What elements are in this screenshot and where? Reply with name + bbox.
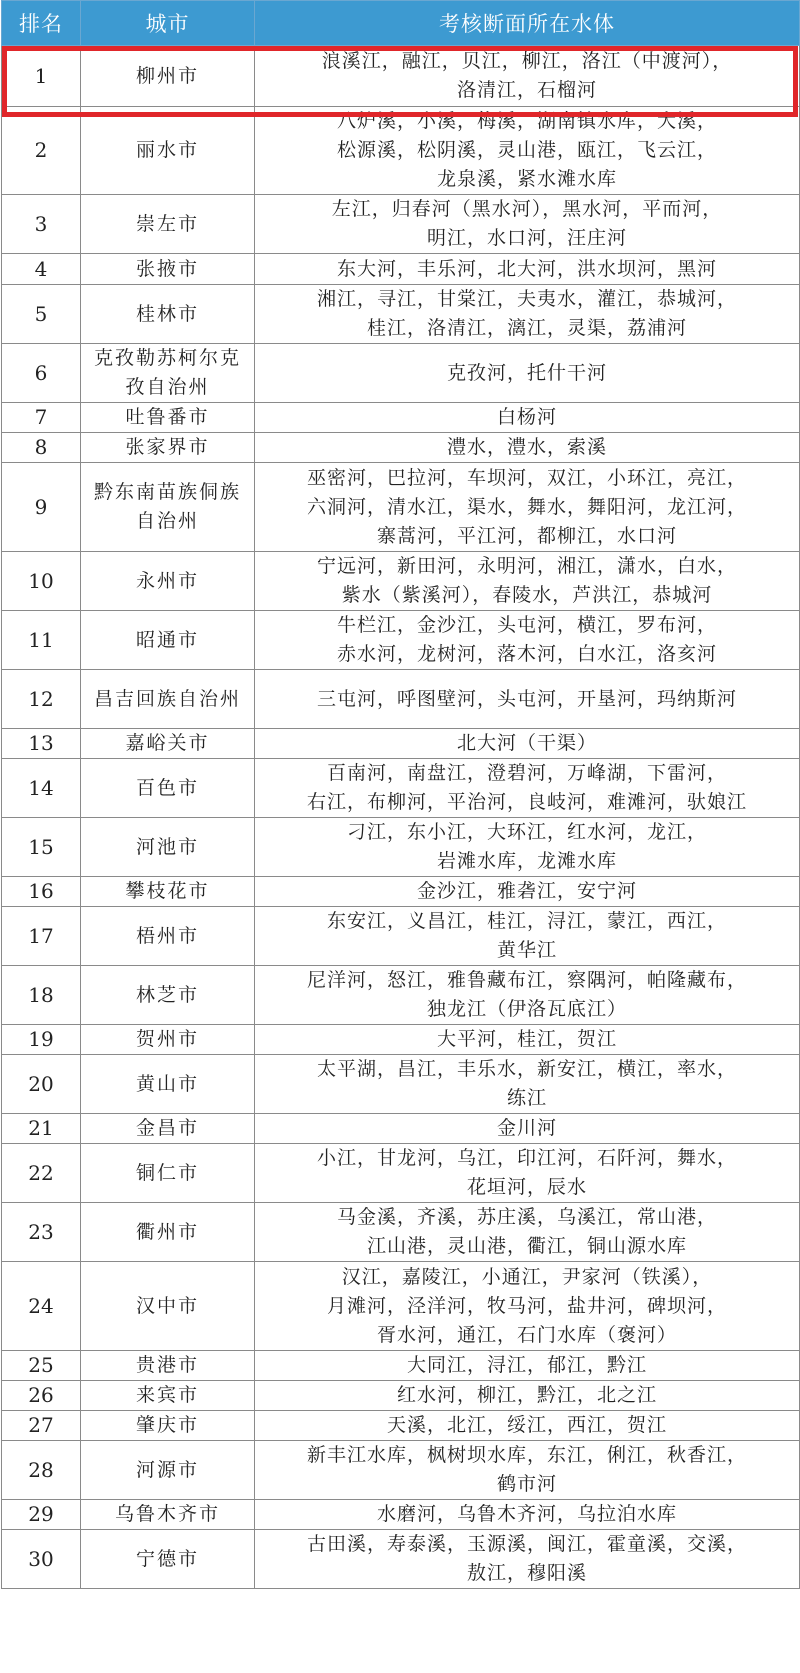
water-bodies-cell [255,670,800,729]
water-bodies-line: 北大河（干渠） [456,732,597,754]
table-row [2,1203,800,1262]
water-bodies-line: 湘江，寻江，甘棠江，夫夷水，灌江，恭城河， [316,288,737,310]
water-bodies-cell [255,877,800,907]
water-bodies-cell [255,552,800,611]
water-bodies-cell [255,1530,800,1589]
rank-cell: 8 [2,433,81,463]
water-bodies-cell [255,1055,800,1114]
table-row [2,670,800,729]
rank-cell: 16 [2,877,81,907]
water-bodies-line: 江山港，灵山港，衢江，铜山源水库 [366,1235,687,1257]
table-row [2,1351,800,1381]
water-bodies-line: 左江，归春河（黑水河），黑水河，平而河， [331,198,723,220]
water-bodies-line: 桂江，洛清江，漓江，灵渠，荔浦河 [366,317,687,339]
water-bodies-line: 天溪，北江，绥江，西江，贺江 [386,1414,667,1436]
water-bodies-line: 花垣河，辰水 [466,1176,587,1198]
water-bodies-line: 宁远河，新田河，永明河，湘江，潇水，白水， [316,555,737,577]
city-cell: 张掖市 [81,254,255,285]
table-row [2,1500,800,1530]
city-cell: 铜仁市 [81,1144,255,1203]
rank-cell: 28 [2,1441,81,1500]
city-cell: 林芝市 [81,966,255,1025]
water-bodies-line: 龙泉溪，紧水滩水库 [436,168,617,190]
rank-cell: 30 [2,1530,81,1589]
rank-cell: 11 [2,611,81,670]
water-bodies-line: 克孜河，托什干河 [446,361,607,384]
water-bodies-cell [255,729,800,759]
water-bodies-cell [255,46,800,107]
water-bodies-line: 刁江，东小江，大环江，红水河，龙江， [346,821,707,843]
water-bodies-line: 明江，水口河，汪庄河 [426,227,627,249]
water-bodies-line: 敖江，穆阳溪 [466,1562,587,1584]
rank-cell: 5 [2,285,81,344]
water-bodies-line: 大平河，桂江，贺江 [436,1028,617,1050]
city-cell: 丽水市 [81,107,255,195]
water-bodies-line: 月滩河，泾洋河，牧马河，盐井河，碑坝河， [326,1294,727,1317]
rank-cell: 4 [2,254,81,285]
water-bodies-line: 寨蒿河，平江河，都柳江，水口河 [376,524,677,547]
city-cell: 河源市 [81,1441,255,1500]
water-bodies-line: 马金溪，齐溪，苏庄溪，乌溪江，常山港， [336,1206,717,1228]
city-cell: 梧州市 [81,907,255,966]
table-row [2,1055,800,1114]
rank-cell: 9 [2,463,81,552]
water-bodies-line: 松源溪，松阴溪，灵山港，瓯江，飞云江， [336,139,717,161]
table-row [2,1530,800,1589]
city-cell: 桂林市 [81,285,255,344]
water-bodies-cell [255,1500,800,1530]
table-row [2,877,800,907]
water-bodies-line: 岩滩水库，龙滩水库 [436,850,617,872]
table-row [2,403,800,433]
table-row [2,433,800,463]
rank-cell: 25 [2,1351,81,1381]
rank-cell: 18 [2,966,81,1025]
water-bodies-line: 白杨河 [496,406,557,428]
water-bodies-line: 洛清江，石榴河 [456,79,597,101]
rank-cell: 6 [2,344,81,403]
water-bodies-line: 独龙江（伊洛瓦底江） [426,998,627,1020]
table-row [2,1025,800,1055]
city-cell: 宁德市 [81,1530,255,1589]
table-row [2,729,800,759]
water-bodies-cell [255,254,800,285]
water-bodies-cell [255,1114,800,1144]
water-bodies-cell [255,285,800,344]
table-row [2,195,800,254]
table-row [2,552,800,611]
table-row [2,1144,800,1203]
water-bodies-line: 小江，甘龙河，乌江，印江河，石阡河，舞水， [316,1147,737,1169]
water-bodies-line: 东大河，丰乐河，北大河，洪水坝河，黑河 [336,257,717,280]
table-row [2,1114,800,1144]
table-row [2,759,800,818]
water-bodies-line: 太平湖，昌江，丰乐水，新安江，横江，率水， [316,1058,737,1080]
city-cell: 昭通市 [81,611,255,670]
city-cell: 永州市 [81,552,255,611]
water-bodies-line: 新丰江水库，枫树坝水库，东江，俐江，秋香江， [306,1444,747,1466]
city-cell: 来宾市 [81,1381,255,1411]
water-bodies-line: 黄华江 [496,939,557,961]
water-bodies-line: 六洞河，清水江，渠水，舞水，舞阳河，龙江河， [306,495,747,518]
water-bodies-cell [255,907,800,966]
rank-cell: 24 [2,1262,81,1351]
city-cell: 贺州市 [81,1025,255,1055]
city-cell: 柳州市 [81,46,255,107]
city-cell: 肇庆市 [81,1411,255,1441]
city-cell: 衢州市 [81,1203,255,1262]
city-cell: 嘉峪关市 [81,729,255,759]
water-bodies-line: 赤水河，龙树河，落木河，白水江，洛亥河 [336,643,717,665]
rank-cell: 3 [2,195,81,254]
water-bodies-cell [255,1203,800,1262]
water-bodies-line: 八炉溪，小溪，梅溪，湖南镇水库，大溪， [336,110,717,132]
water-bodies-line: 鹤市河 [496,1473,557,1495]
water-bodies-line: 水磨河，乌鲁木齐河，乌拉泊水库 [376,1503,677,1525]
rank-cell: 26 [2,1381,81,1411]
water-bodies-cell [255,403,800,433]
water-bodies-cell [255,1441,800,1500]
city-cell: 百色市 [81,759,255,818]
table-row [2,818,800,877]
city-cell: 克孜勒苏柯尔克孜自治州 [81,344,255,403]
rank-cell: 22 [2,1144,81,1203]
water-bodies-cell [255,344,800,403]
table-row [2,463,800,552]
table-row [2,1381,800,1411]
water-bodies-cell [255,1144,800,1203]
water-bodies-line: 金沙江，雅砻江，安宁河 [416,880,637,902]
city-cell: 昌吉回族自治州 [81,670,255,729]
rank-cell: 1 [2,46,81,107]
water-ranking-table [1,0,800,1589]
rank-cell: 20 [2,1055,81,1114]
table-row [2,254,800,285]
water-bodies-line: 汉江，嘉陵江，小通江，尹家河（铁溪）， [341,1265,713,1288]
water-bodies-line: 古田溪，寿泰溪，玉源溪，闽江，霍童溪，交溪， [306,1533,747,1555]
header-city: 城市 [81,1,255,46]
water-bodies-cell [255,107,800,195]
rank-cell: 19 [2,1025,81,1055]
rank-cell: 7 [2,403,81,433]
table-header-row [2,1,800,46]
city-cell: 张家界市 [81,433,255,463]
water-bodies-cell [255,1351,800,1381]
table-row [2,1441,800,1500]
city-cell: 金昌市 [81,1114,255,1144]
city-cell: 黔东南苗族侗族自治州 [81,463,255,552]
water-bodies-line: 练江 [506,1087,547,1109]
water-bodies-line: 巫密河，巴拉河，车坝河，双江，小环江，亮江， [306,466,747,489]
city-cell: 乌鲁木齐市 [81,1500,255,1530]
water-bodies-line: 右江，布柳河，平治河，良岐河，难滩河，驮娘江 [306,791,747,813]
header-water: 考核断面所在水体 [255,1,800,46]
water-bodies-line: 东安江，义昌江，桂江，浔江，蒙江，西江， [326,910,727,932]
water-bodies-cell [255,818,800,877]
city-cell: 汉中市 [81,1262,255,1351]
water-bodies-cell [255,195,800,254]
rank-cell: 14 [2,759,81,818]
water-bodies-line: 牛栏江，金沙江，头屯河，横江，罗布河， [336,614,717,636]
table-row [2,107,800,195]
water-bodies-cell [255,1262,800,1351]
table-row [2,46,800,107]
water-bodies-cell [255,611,800,670]
water-bodies-cell [255,463,800,552]
table-row [2,1262,800,1351]
city-cell: 吐鲁番市 [81,403,255,433]
water-bodies-line: 胥水河，通江，石门水库（褒河） [376,1323,677,1346]
table-row [2,611,800,670]
city-cell: 崇左市 [81,195,255,254]
table-body [2,46,800,1589]
rank-cell: 13 [2,729,81,759]
city-cell: 河池市 [81,818,255,877]
rank-cell: 10 [2,552,81,611]
table-row [2,344,800,403]
city-cell: 贵港市 [81,1351,255,1381]
water-bodies-line: 尼洋河，怒江，雅鲁藏布江，察隅河，帕隆藏布， [306,969,747,991]
table-row [2,966,800,1025]
table-row [2,285,800,344]
water-bodies-line: 百南河，南盘江，澄碧河，万峰湖，下雷河， [326,762,727,784]
water-bodies-line: 澧水，澧水，索溪 [446,436,607,458]
table-row [2,907,800,966]
water-bodies-cell [255,966,800,1025]
water-bodies-line: 浪溪江，融江，贝江，柳江，洛江（中渡河）， [321,50,733,72]
water-bodies-line: 金川河 [496,1117,557,1139]
city-cell: 黄山市 [81,1055,255,1114]
rank-cell: 29 [2,1500,81,1530]
rank-cell: 15 [2,818,81,877]
water-bodies-line: 大同江，浔江，郁江，黔江 [406,1354,647,1376]
water-bodies-cell [255,759,800,818]
water-bodies-cell [255,1025,800,1055]
rank-cell: 23 [2,1203,81,1262]
rank-cell: 2 [2,107,81,195]
header-rank: 排名 [2,1,81,46]
water-bodies-line: 红水河，柳江，黔江，北之江 [396,1384,657,1406]
rank-cell: 27 [2,1411,81,1441]
water-bodies-cell [255,433,800,463]
rank-cell: 12 [2,670,81,729]
water-bodies-line: 三屯河，呼图壁河，头屯河，开垦河，玛纳斯河 [316,687,737,710]
water-bodies-cell [255,1411,800,1441]
city-cell: 攀枝花市 [81,877,255,907]
water-bodies-line: 紫水（紫溪河），春陵水，芦洪江，恭城河 [341,584,713,606]
rank-cell: 21 [2,1114,81,1144]
table-row [2,1411,800,1441]
rank-cell: 17 [2,907,81,966]
water-bodies-cell [255,1381,800,1411]
